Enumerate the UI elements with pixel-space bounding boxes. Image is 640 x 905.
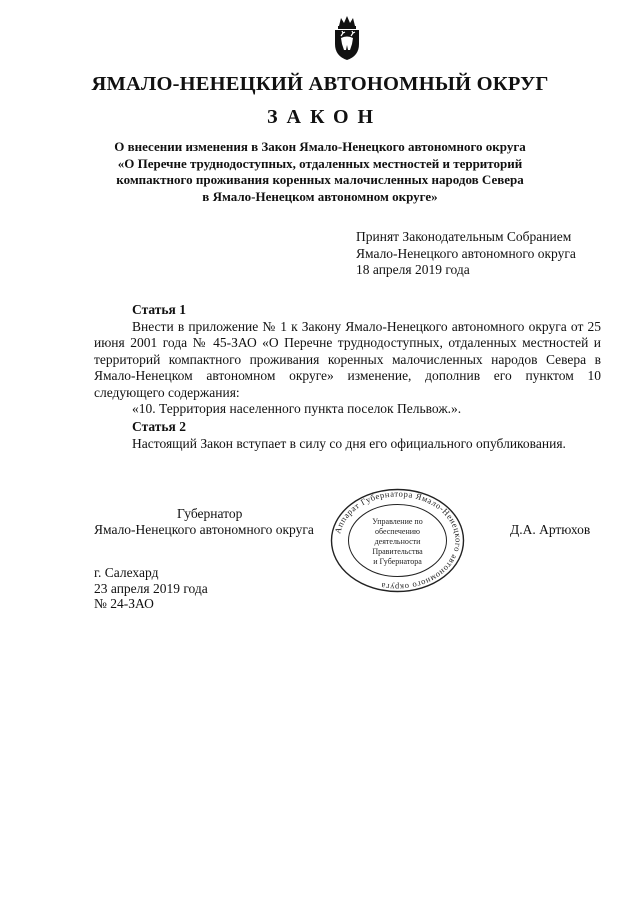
adoption-line: Принят Законодательным Собранием [356, 229, 572, 244]
adoption-line: Ямало-Ненецкого автономного округа [356, 245, 576, 261]
stamp-center-line: обеспечению [374, 527, 421, 536]
document-type: ЗАКОН [266, 106, 383, 128]
region-title: ЯМАЛО-НЕНЕЦКИЙ АВТОНОМНЫЙ ОКРУГ [91, 73, 549, 95]
subject-line: О внесении изменения в Закон Ямало-Ненецкого автономного округа [114, 139, 526, 154]
stamp-center-line: и Губернатора [373, 557, 422, 566]
stamp-center-line: Правительства [372, 547, 423, 556]
article-1-text: Внести в приложение № 1 к Закону Ямало-Ненецкого автономного округа от 25 июня 2001 года № 45-ЗАО «О Перечне труднодоступных, отдаленных местностей и территорий компактного проживания коренных малочисленных народов Севера в Ямало-Ненецком автономном округе» изменение, дополнив его пунктом 10 следующего содержания: [94, 318, 601, 400]
article-2 [94, 419, 601, 452]
signatory-region: Ямало-Ненецкого автономного округа [94, 522, 314, 537]
article-2-heading: Статья 2 [132, 419, 186, 434]
article-1-quote: «10. Территория населенного пункта поселок Пельвож.». [132, 401, 462, 416]
stamp-ring-text: Аппарат Губернатора Ямало-Ненецкого автономного округа [332, 488, 464, 593]
issue-city: г. Салехард [94, 565, 159, 580]
law-number: № 24-ЗАО [94, 596, 154, 611]
coat-of-arms-icon [330, 14, 364, 62]
official-stamp [330, 488, 465, 593]
article-2-text: Настоящий Закон вступает в силу со дня его официального опубликования. [132, 435, 566, 451]
article-1 [94, 302, 601, 418]
subject-line: компактного проживания коренных малочисленных народов Севера [116, 172, 524, 187]
issue-date: 23 апреля 2019 года [94, 580, 208, 596]
document-footer [94, 565, 208, 612]
subject-line: «О Перечне труднодоступных, отдаленных местностей и территорий [117, 155, 523, 171]
adoption-note [356, 229, 576, 279]
law-subject [80, 139, 560, 205]
signatory-name: Д.А. Артюхов [510, 522, 591, 537]
subject-line: в Ямало-Ненецком автономном округе» [202, 188, 438, 204]
stamp-center-line: деятельности [374, 537, 421, 546]
signatory-title: Губернатор [177, 506, 243, 521]
article-1-heading: Статья 1 [132, 302, 186, 317]
adoption-date: 18 апреля 2019 года [356, 262, 470, 277]
stamp-center-line: Управление по [372, 517, 423, 526]
